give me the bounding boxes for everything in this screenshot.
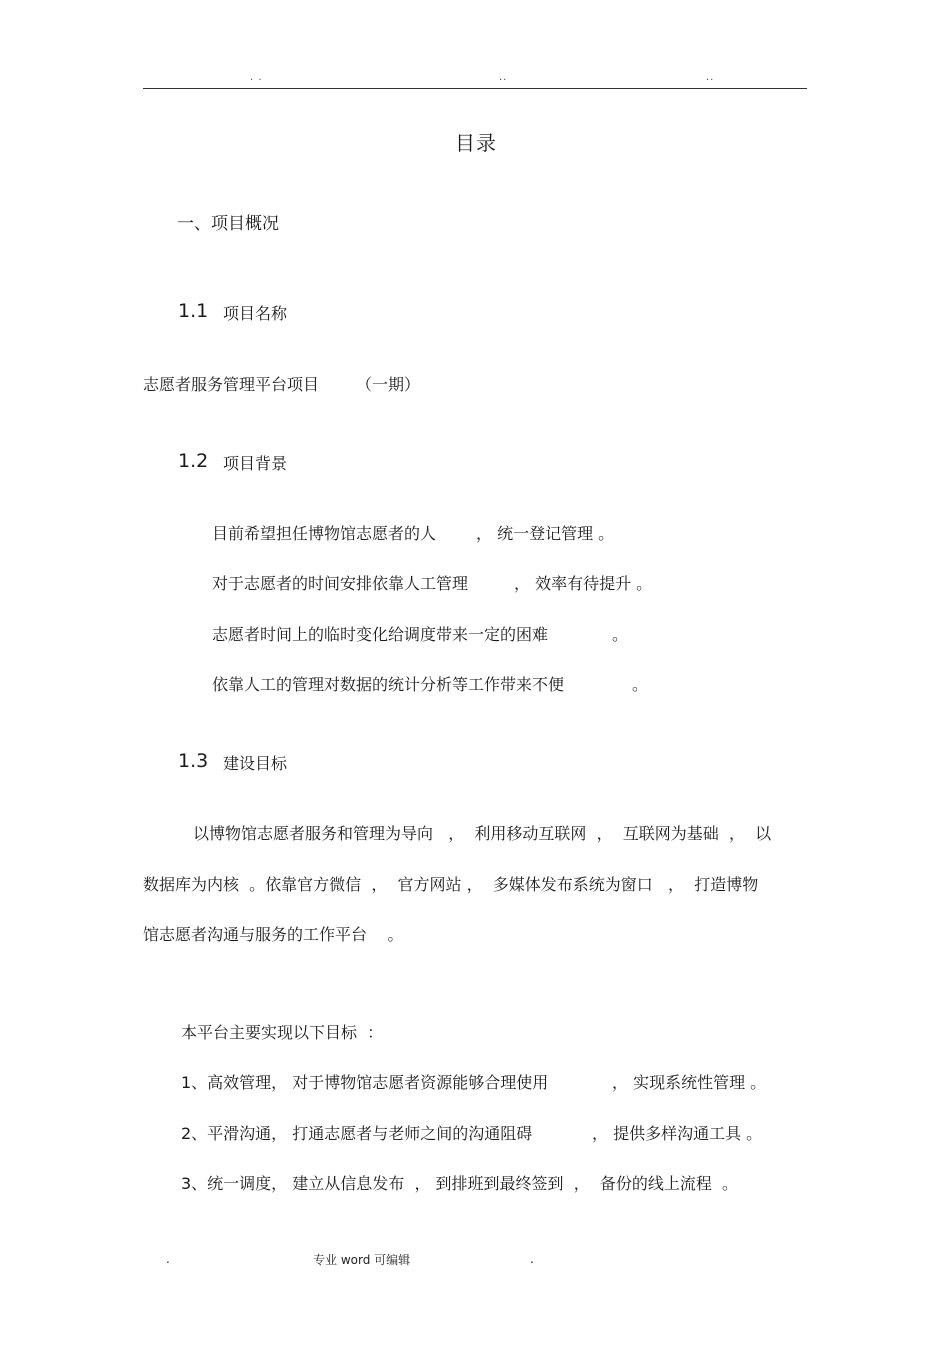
header-rule bbox=[143, 88, 807, 89]
background-item-4: 依靠人工的管理对数据的统计分析等工作带来不便 bbox=[212, 675, 565, 694]
header-dots-right: .. bbox=[706, 72, 715, 83]
toc-title: 目录 bbox=[455, 131, 497, 155]
main-goal-2-tail: ， 提供多样沟通工具 。 bbox=[592, 1124, 763, 1143]
main-goal-3: 3、统一调度， 建立从信息发布 ， 到排班到最终签到 ， 备份的线上流程 。 bbox=[181, 1174, 739, 1193]
main-goals-intro: 本平台主要实现以下目标 ： bbox=[181, 1023, 384, 1042]
project-name-phase: （一期） bbox=[356, 375, 421, 394]
main-goal-1-tail: ， 实现系统性管理 。 bbox=[612, 1073, 767, 1092]
subsection-1-3-label: 建设目标 bbox=[223, 754, 288, 773]
background-item-4-tail: 。 bbox=[632, 675, 649, 694]
background-item-2-tail: ， 效率有待提升 。 bbox=[514, 574, 653, 593]
header-dots-left: . . bbox=[250, 72, 263, 83]
background-item-1: 目前希望担任博物馆志愿者的人 bbox=[212, 524, 437, 543]
footer-dot-right: . bbox=[530, 1252, 534, 1266]
subsection-1-2-label: 项目背景 bbox=[223, 454, 288, 473]
goal-paragraph-line-3: 馆志愿者沟通与服务的工作平台 。 bbox=[143, 925, 404, 944]
background-item-3-tail: 。 bbox=[612, 625, 629, 644]
subsection-1-1-label: 项目名称 bbox=[223, 304, 288, 323]
background-item-3: 志愿者时间上的临时变化给调度带来一定的困难 bbox=[212, 625, 549, 644]
subsection-1-1-number: 1.1 bbox=[178, 300, 209, 322]
background-item-1-tail: ， 统一登记管理 。 bbox=[476, 524, 615, 543]
subsection-1-2-number: 1.2 bbox=[178, 450, 209, 472]
goal-paragraph-line-2: 数据库为内核 。依靠官方微信 ， 官方网站 ， 多媒体发布系统为窗口 ， 打造博物 bbox=[143, 875, 759, 894]
footer-text: 专业 word 可编辑 bbox=[313, 1253, 411, 1267]
project-name-text: 志愿者服务管理平台项目 bbox=[143, 375, 320, 394]
main-goal-1: 1、高效管理， 对于博物馆志愿者资源能够合理使用 bbox=[181, 1073, 549, 1092]
header-dots-center: .. bbox=[499, 72, 508, 83]
footer-dot-left: . bbox=[166, 1252, 170, 1266]
section-1-title: 一、项目概况 bbox=[177, 214, 279, 234]
background-item-2: 对于志愿者的时间安排依靠人工管理 bbox=[212, 574, 469, 593]
main-goal-2: 2、平滑沟通， 打通志愿者与老师之间的沟通阻碍 bbox=[181, 1124, 533, 1143]
goal-paragraph-line-1: 以博物馆志愿者服务和管理为导向 ， 利用移动互联网 ， 互联网为基础 ， 以 bbox=[193, 824, 772, 843]
subsection-1-3-number: 1.3 bbox=[178, 750, 209, 772]
